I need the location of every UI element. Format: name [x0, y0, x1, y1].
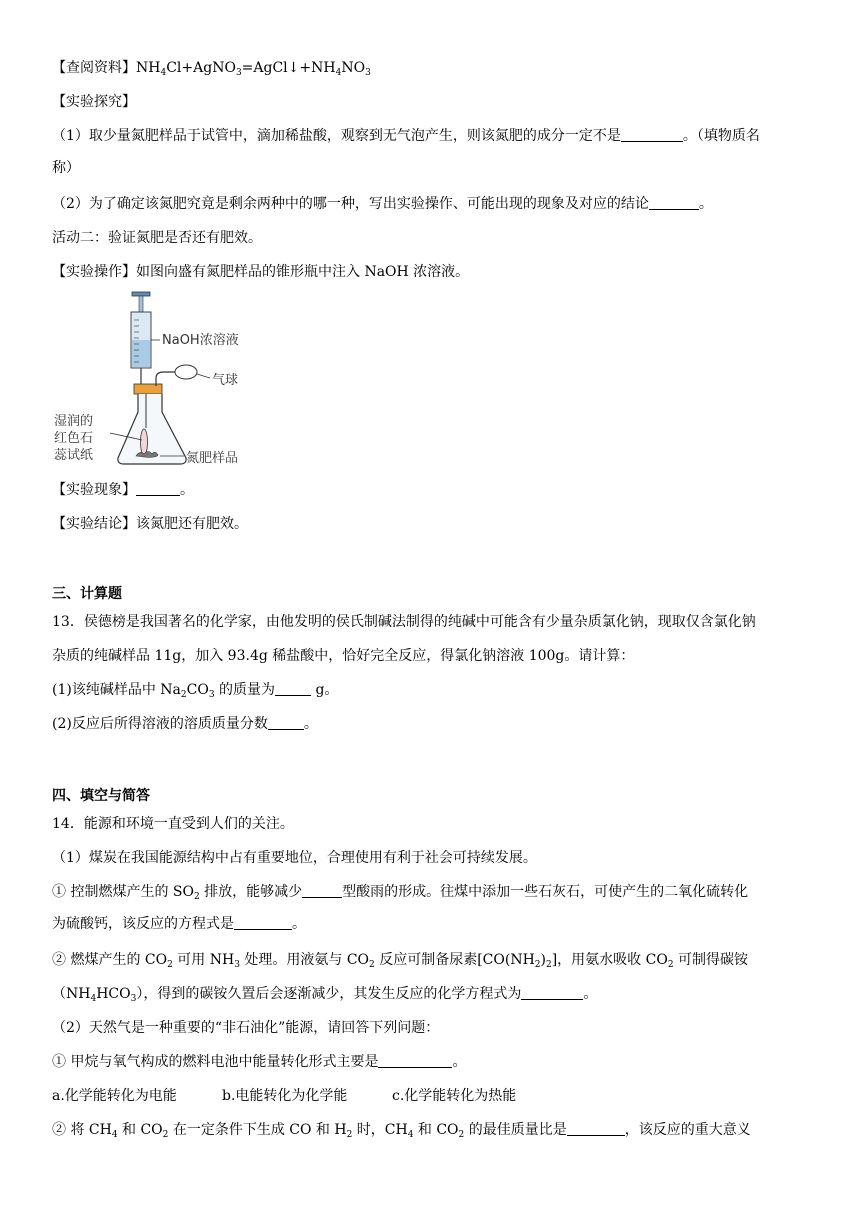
subscript: 4: [111, 1130, 118, 1140]
text: ]，用氨水吸收 CO: [551, 952, 668, 968]
subscript: 4: [335, 68, 342, 78]
answer-blank[interactable]: [268, 715, 304, 730]
text: 和 CO: [117, 1122, 163, 1138]
text: 为硫酸钙，该反应的方程式是: [52, 916, 234, 932]
answer-blank[interactable]: [234, 915, 292, 930]
question-13-line-1: 13．侯德榜是我国著名的化学家，由他发明的侯氏制碱法制得的纯碱中可能含有少量杂质氯化钠，现取仅含氯化钠: [52, 614, 756, 630]
subscript: 2: [545, 960, 552, 970]
text: Cl+AgNO: [166, 60, 236, 76]
section-3-title: 三、计算题: [52, 586, 122, 602]
text: ): [540, 952, 546, 968]
subscript: 2: [534, 960, 541, 970]
text: CO: [186, 682, 209, 698]
text: 。: [452, 1054, 467, 1070]
question-13-line-2: 杂质的纯碱样品 11g，加入 93.4g 稀盐酸中，恰好完全反应，得氯化钠溶液 100g。请计算：: [52, 648, 635, 664]
text: ① 控制燃煤产生的 SO: [52, 884, 194, 900]
text: 排放，能够减少: [199, 884, 303, 900]
balloon-label: 气球: [212, 373, 239, 388]
text: 在一定条件下生成 CO 和 H: [168, 1122, 347, 1138]
subscript: 2: [162, 1130, 169, 1140]
naoh-label: NaOH浓溶液: [162, 333, 239, 348]
text: ① 甲烷与氧气构成的燃料电池中能量转化形式主要是: [52, 1054, 379, 1070]
subscript: 2: [369, 960, 375, 970]
experiment-heading: 【实验探究】: [52, 94, 136, 110]
litmus-label-1: 湿润的: [54, 414, 94, 429]
experiment-phenomenon-line: [52, 480, 194, 500]
question-1-line: [52, 126, 760, 146]
text: ② 将 CH: [52, 1122, 112, 1138]
text: ② 燃煤产生的 CO: [52, 952, 168, 968]
subscript: 4: [407, 1130, 414, 1140]
question-14-part-1: （1）煤炭在我国能源结构中占有重要地位，合理使用有利于社会可持续发展。: [52, 850, 537, 866]
reference-info-line: [52, 58, 371, 78]
answer-blank[interactable]: [649, 195, 699, 210]
text: 时，CH: [352, 1122, 408, 1138]
answer-blank[interactable]: [621, 127, 683, 142]
stopper-icon: [134, 384, 162, 394]
answer-blank[interactable]: [521, 985, 583, 1000]
litmus-label-3: 蕊试纸: [54, 448, 94, 463]
text: ，该反应的重大意义: [624, 1122, 751, 1138]
text: NO: [341, 60, 366, 76]
subscript: 2: [346, 1130, 353, 1140]
text: (1)该纯碱样品中 Na: [52, 682, 181, 698]
question-13-part-2: [52, 714, 318, 734]
question-1-cont: 称）: [52, 160, 80, 176]
subscript: 2: [193, 892, 200, 902]
options-line: [52, 1086, 516, 1106]
question-14-1-item-2-cont: [52, 984, 597, 1004]
subscript: 2: [167, 960, 173, 970]
subscript: 3: [130, 994, 137, 1004]
apparatus-diagram: [52, 290, 262, 472]
subscript: 2: [458, 1130, 465, 1140]
text: 。: [303, 716, 318, 732]
question-13-part-1: [52, 680, 338, 700]
question-2-line: [52, 194, 713, 214]
text: 。: [583, 986, 598, 1002]
text: （NH: [52, 986, 91, 1002]
text: 反应可制备尿素[CO(NH: [374, 952, 535, 968]
text: g。: [311, 682, 339, 698]
subscript: 4: [160, 68, 167, 78]
text: 。: [698, 196, 713, 212]
sample-label: 氮肥样品: [186, 451, 239, 466]
question-14-part-2: （2）天然气是一种重要的“非石油化”能源，请回答下列问题：: [52, 1020, 440, 1036]
option-c[interactable]: c.化学能转化为热能: [392, 1088, 517, 1104]
question-14-2-item-2: [52, 1120, 751, 1140]
answer-blank[interactable]: [378, 1053, 452, 1068]
question-14-1-item-1: [52, 882, 748, 902]
subscript: 3: [365, 68, 371, 78]
conical-flask-icon: [110, 394, 186, 464]
text: 的质量为: [214, 682, 276, 698]
text: 处理。用液氨与 CO: [239, 952, 370, 968]
subscript: 2: [180, 690, 187, 700]
question-14-2-item-1: [52, 1052, 466, 1072]
option-b[interactable]: b.电能转化为化学能: [222, 1088, 348, 1104]
text: HCO: [96, 986, 131, 1002]
text: 可制得碳铵: [673, 952, 749, 968]
experiment-operation-line: 【实验操作】如图向盛有氮肥样品的锥形瓶中注入 NaOH 浓溶液。: [52, 264, 470, 280]
question-14-line: 14．能源和环境一直受到人们的关注。: [52, 816, 294, 832]
text: 的最佳质量比是: [464, 1122, 567, 1138]
subscript: 3: [235, 68, 242, 78]
section-4-title: 四、填空与简答: [52, 788, 150, 804]
text: 和 CO: [413, 1122, 459, 1138]
subscript: 4: [90, 994, 97, 1004]
text: 。: [292, 916, 306, 932]
option-a[interactable]: a.化学能转化为电能: [52, 1088, 177, 1104]
answer-blank[interactable]: [302, 883, 342, 898]
activity-two-line: 活动二：验证氮肥是否还有肥效。: [52, 230, 262, 246]
text: 。: [180, 482, 194, 498]
text: 。（填物质名: [682, 128, 760, 144]
subscript: 3: [208, 690, 215, 700]
subscript: 2: [667, 960, 674, 970]
syringe-icon: [131, 292, 160, 386]
text: 【实验现象】: [52, 482, 136, 498]
answer-blank[interactable]: [567, 1121, 625, 1136]
text: （1）取少量氮肥样品于试管中，滴加稀盐酸，观察到无气泡产生，则该氮肥的成分一定不是: [52, 128, 621, 144]
text: 【查阅资料】NH: [52, 60, 161, 76]
text: =AgCl↓+NH: [241, 60, 336, 76]
text: 可用 NH: [172, 952, 235, 968]
text: （2）为了确定该氮肥究竟是剩余两种中的哪一种，写出实验操作、可能出现的现象及对应的结论: [52, 196, 649, 212]
question-14-1-item-2: [52, 950, 748, 970]
litmus-label-2: 红色石: [54, 431, 94, 446]
experiment-conclusion-line: 【实验结论】该氮肥还有肥效。: [52, 516, 248, 532]
balloon-icon: [156, 365, 210, 386]
answer-blank[interactable]: [275, 681, 311, 696]
text: (2)反应后所得溶液的溶质质量分数: [52, 716, 268, 732]
subscript: 3: [234, 960, 240, 970]
answer-blank[interactable]: [136, 481, 180, 496]
text: 型酸雨的形成。往煤中添加一些石灰石，可使产生的二氧化硫转化: [342, 884, 749, 900]
text: ），得到的碳铵久置后会逐渐减少，其发生反应的化学方程式为: [136, 986, 522, 1002]
question-14-1-item-1-cont: [52, 914, 306, 934]
